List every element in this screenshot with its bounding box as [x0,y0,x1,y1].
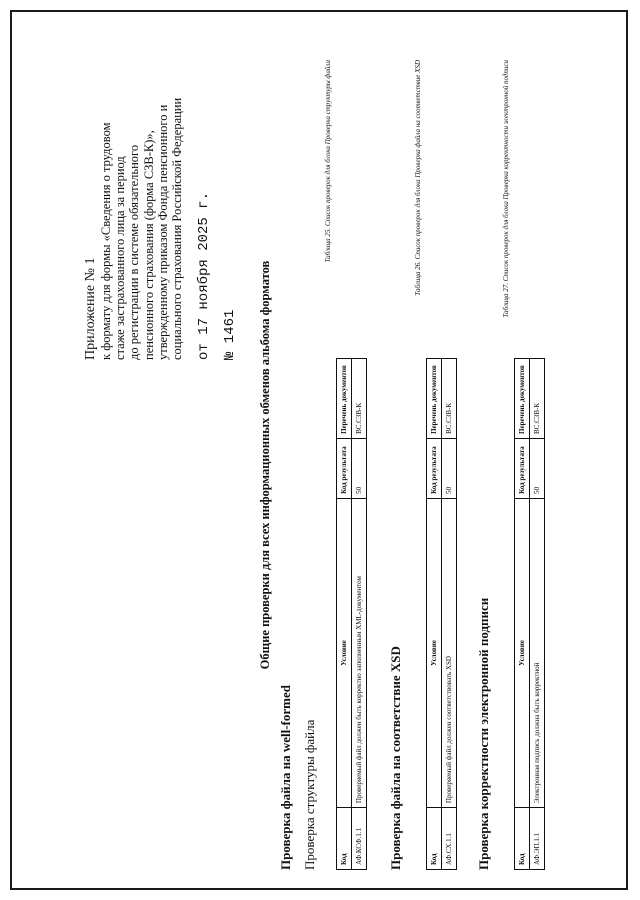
check-code: АФ.ЭП.1.1 [530,808,545,870]
column-header: Условие [515,498,530,807]
table-caption: Таблица 27. Список проверок для блока Проверка корректности электронной подписи [502,60,510,318]
column-header: Код результата [337,438,352,498]
order-number: № 1461 [222,309,238,360]
document-list: ВС.СЗВ-К [530,359,545,439]
table-header-row [337,359,352,870]
column-header: Код [515,808,530,870]
table-header-row [427,359,442,870]
table-caption: Таблица 26. Список проверок для блока Проверка файла на соответствие XSD [414,60,422,296]
section-heading: Проверка файла на well-formed [278,685,293,870]
appendix-line: пенсионного страхования (форма СЗВ-К)», [141,130,156,360]
result-code: 50 [352,438,367,498]
section-subheading: Проверка структуры файла [302,719,317,870]
table-row [530,359,545,870]
appendix-line: до регистрации в системе обязательного [127,144,142,360]
order-date: от 17 ноября 2025 г. [196,191,212,360]
table-row [442,359,457,870]
main-heading: Общие проверки для всех информационных обменов альбома форматов [258,260,272,670]
appendix-line: к формату для формы «Сведения о трудовом [99,122,113,360]
column-header: Код [427,808,442,870]
checks-table [514,358,545,870]
table-header-row [515,359,530,870]
column-header: Перечень документов [427,359,442,439]
column-header: Условие [337,498,352,807]
section-heading: Проверка корректности электронной подписи [476,597,491,870]
column-header: Код [337,808,352,870]
appendix-title: Приложение № 1 [83,257,98,360]
table-caption: Таблица 25. Список проверок для блока Проверка структуры файла [324,60,332,263]
table-row [352,359,367,870]
appendix-line: утвержденному приказом Фонда пенсионного и [155,104,170,360]
check-code: АФ.КСФ.1.1 [352,808,367,870]
column-header: Перечень документов [337,359,352,439]
column-header: Код результата [427,438,442,498]
column-header: Код результата [515,438,530,498]
check-code: АФ.СХ.1.1 [442,808,457,870]
check-condition: Проверяемый файл должен соответствовать XSD [442,498,457,807]
checks-table [426,358,457,870]
appendix-line: социального страхования Российской Федерации [170,97,185,360]
checks-table [336,358,367,870]
check-condition: Электронная подпись должна быть корректной [530,498,545,807]
rotated-page [10,10,628,890]
section-heading: Проверка файла на соответствие XSD [388,646,403,870]
appendix-line: стаже застрахованного лица за период [113,156,128,360]
result-code: 50 [530,438,545,498]
check-condition: Проверяемый файл должен быть корректно заполненным XML-документом [352,498,367,807]
document-list: ВС.СЗВ-К [352,359,367,439]
column-header: Перечень документов [515,359,530,439]
appendix-block [82,30,184,360]
column-header: Условие [427,498,442,807]
result-code: 50 [442,438,457,498]
document-list: ВС.СЗВ-К [442,359,457,439]
